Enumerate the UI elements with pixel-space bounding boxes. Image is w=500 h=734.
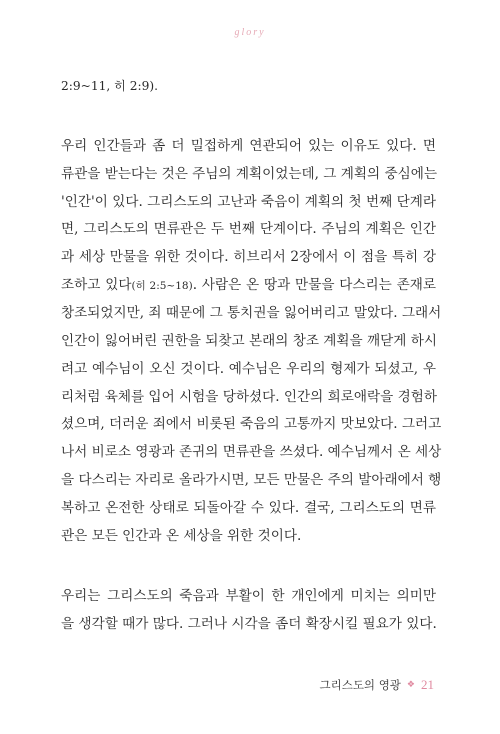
ornament-icon: ❖ xyxy=(406,680,415,690)
chapter-title: 그리스도의 영광 xyxy=(319,678,401,692)
text-line: 우리는 그리스도의 죽음과 부활이 한 개인에게 미치는 의미만 xyxy=(61,588,436,604)
text-line: 셨으며, 더러운 죄에서 비롯된 죽음의 고통까지 맛보았다. 그러고 xyxy=(61,416,442,432)
text-line: 관은 모든 인간과 온 세상을 위한 것이다. xyxy=(61,528,302,544)
text-line: 려고 예수님이 오신 것이다. 예수님은 우리의 형제가 되셨고, 우 xyxy=(61,361,436,377)
scripture-reference: (히 2:5~18) xyxy=(131,280,193,292)
text-line: 인간이 잃어버린 권한을 되찾고 본래의 창조 계획을 깨닫게 하시 xyxy=(61,333,437,349)
text-line: 리처럼 육체를 입어 시험을 당하셨다. 인간의 희로애락을 경험하 xyxy=(61,389,437,405)
text-line: 을 생각할 때가 많다. 그러나 시각을 좀더 확장시킬 필요가 있다. xyxy=(61,616,437,632)
text-line: '인간'이 있다. 그리스도의 고난과 죽음이 계획의 첫 번째 단계라 xyxy=(61,194,436,210)
running-head: glory xyxy=(234,27,266,38)
text-line: 복하고 온전한 상태로 되돌아갈 수 있다. 결국, 그리스도의 면류 xyxy=(61,500,436,516)
text-segment: . 사람은 온 땅과 만물을 다스리는 존재로 xyxy=(192,277,436,293)
text-line: 류관을 받는다는 것은 주님의 계획이었는데, 그 계획의 중심에는 xyxy=(61,166,437,182)
text-line: 우리 인간들과 좀 더 밀접하게 연관되어 있는 이유도 있다. 면 xyxy=(61,138,436,154)
text-line: 과 세상 만물을 위한 것이다. 히브리서 2장에서 이 점을 특히 강 xyxy=(61,249,436,265)
page-number: 21 xyxy=(421,677,434,692)
text-line xyxy=(61,275,436,296)
text-line: 2:9~11, 히 2:9). xyxy=(61,79,158,93)
text-line: 을 다스리는 자리로 올라가시면, 모든 만물은 주의 발아래에서 행 xyxy=(61,472,442,488)
text-line: 창조되었지만, 죄 때문에 그 통치권을 잃어버리고 말았다. 그래서 xyxy=(61,305,442,321)
text-segment: 조하고 있다 xyxy=(61,277,132,293)
text-line: 나서 비로소 영광과 존귀의 면류관을 쓰셨다. 예수님께서 온 세상 xyxy=(61,444,442,460)
text-line: 면, 그리스도의 면류관은 두 번째 단계이다. 주님의 계획은 인간 xyxy=(61,221,436,237)
page-footer xyxy=(320,677,435,693)
